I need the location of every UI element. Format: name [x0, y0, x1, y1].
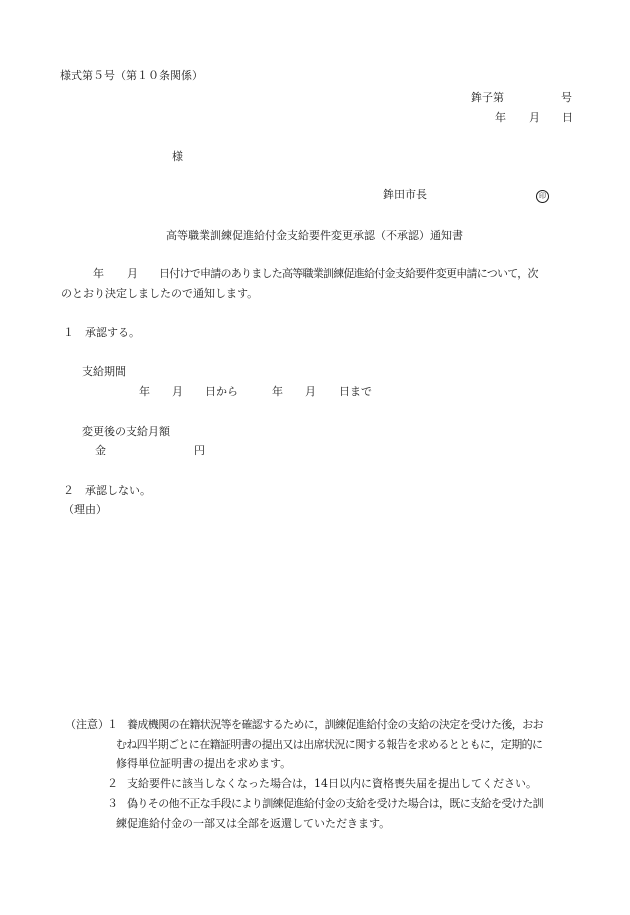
note-1-line-1: 養成機関の在籍状況等を確認するために，訓練促進給付金の支給の決定を受けた後，おお	[127, 718, 543, 731]
note-1-line-3: 修得単位証明書の提出を求めます。	[116, 757, 292, 770]
body-line-1: 日付けで申請のありました高等職業訓練促進給付金支給要件変更申請について，次	[159, 267, 538, 280]
notes-label: （注意）	[65, 718, 109, 731]
body-month: 月	[127, 267, 138, 280]
addressee-suffix: 様	[172, 150, 183, 163]
note-3-line-1: 偽りその他不正な手段により訓練促進給付金の支給を受けた場合は，既に支給を受けた訓	[127, 797, 543, 810]
date-year: 年	[495, 111, 506, 124]
note-1-line-2: むね四半期ごとに在籍証明書の提出又は出席状況に関する報告を求めるとともに，定期的に	[116, 738, 543, 751]
period-day-from: 日から	[205, 385, 238, 398]
amount-prefix: 金	[95, 444, 106, 457]
note-1-number: １	[107, 718, 118, 731]
seal-glyph: 印	[536, 190, 549, 203]
period-month-from: 月	[172, 385, 183, 398]
form-label: 様式第５号（第１０条関係）	[60, 69, 203, 82]
period-year-from: 年	[139, 385, 150, 398]
date-day: 日	[562, 111, 573, 124]
amount-label: 変更後の支給月額	[82, 425, 170, 438]
note-2-number: ２	[107, 777, 118, 790]
date-month: 月	[529, 111, 540, 124]
seal-mark	[536, 188, 549, 203]
issuer-title: 鉾田市長	[383, 188, 427, 201]
period-month-to: 月	[305, 385, 316, 398]
period-label: 支給期間	[82, 365, 126, 378]
document-title: 高等職業訓練促進給付金支給要件変更承認（不承認）通知書	[166, 229, 463, 242]
note-3-number: ３	[107, 797, 118, 810]
doc-number-prefix: 鉾子第	[471, 91, 504, 104]
reason-label: （理由）	[63, 503, 107, 516]
note-2-line-1: 支給要件に該当しなくなった場合は，14日以内に資格喪失届を提出してください。	[127, 777, 537, 790]
period-year-to: 年	[272, 385, 283, 398]
amount-unit: 円	[194, 444, 205, 457]
note-3-line-2: 練促進給付金の一部又は全部を返還していただきます。	[116, 817, 391, 830]
section-1-heading: １ 承認する。	[63, 326, 140, 339]
body-year: 年	[93, 267, 104, 280]
body-line-2: のとおり決定しましたので通知します。	[61, 287, 259, 300]
doc-number-suffix: 号	[561, 91, 572, 104]
period-day-to: 日まで	[339, 385, 372, 398]
section-2-heading: ２ 承認しない。	[63, 484, 151, 497]
